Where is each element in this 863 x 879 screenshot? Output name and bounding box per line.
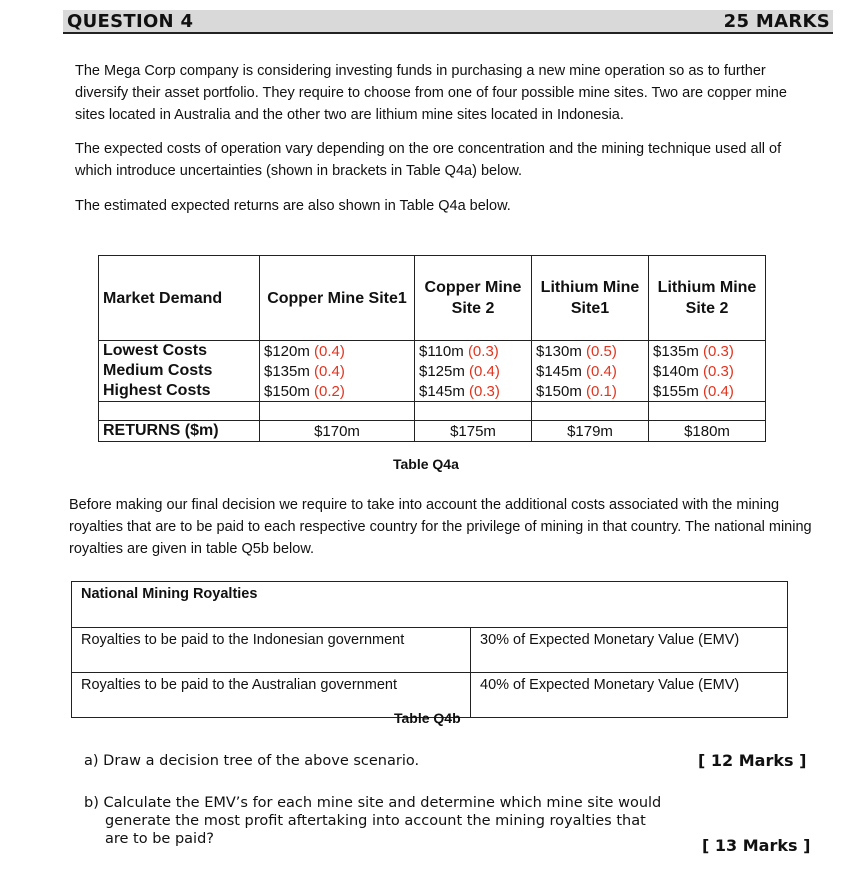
row-label: RETURNS ($m) <box>99 421 260 442</box>
table-row-returns <box>99 421 766 442</box>
return-cell: $170m <box>260 421 415 442</box>
cost-cell: $150m (0.1) <box>532 381 649 402</box>
question-b <box>84 794 704 848</box>
cost-cell: $145m (0.3) <box>415 381 532 402</box>
header-market-demand: Market Demand <box>99 256 260 341</box>
table-row-spacer <box>99 402 766 421</box>
table-q4a-header-row <box>99 256 766 341</box>
row-label: Highest Costs <box>99 381 260 402</box>
header-copper-site1: Copper Mine Site1 <box>260 256 415 341</box>
intro-paragraph-2: The expected costs of operation vary depending on the ore concentration and the mining technique used all of which introduce uncertainties (shown in brackets in Table Q4a) below. <box>75 141 782 179</box>
table-row-medium-costs <box>99 361 766 381</box>
royalty-label: Royalties to be paid to the Indonesian government <box>72 628 471 673</box>
table-row-lowest-costs <box>99 341 766 362</box>
question-b-line1: b) Calculate the EMV’s for each mine site and determine which mine site would <box>84 795 662 811</box>
table-q4b-title-row <box>72 582 788 628</box>
table-q4b <box>71 581 788 718</box>
header-lithium-site1: Lithium Mine Site1 <box>532 256 649 341</box>
table-row <box>72 628 788 673</box>
cost-cell: $110m (0.3) <box>415 341 532 362</box>
header-copper-site2: Copper Mine Site 2 <box>415 256 532 341</box>
question-a: a) Draw a decision tree of the above scenario. <box>84 753 420 769</box>
question-b-line2: generate the most profit aftertaking into account the mining royalties that <box>105 813 646 829</box>
return-cell: $175m <box>415 421 532 442</box>
return-cell: $179m <box>532 421 649 442</box>
table-q4b-caption: Table Q4b <box>394 710 461 726</box>
intro-paragraph-1: The Mega Corp company is considering investing funds in purchasing a new mine operation so as to further diversify their asset portfolio. They require to choose from one of four possible mine sites. Two are copper mine sites located in Australia and the other two are lithium mine sites located in Indonesia. <box>75 63 787 123</box>
royalty-value: 40% of Expected Monetary Value (EMV) <box>471 673 788 718</box>
cost-cell: $150m (0.2) <box>260 381 415 402</box>
table-q4b-title: National Mining Royalties <box>72 582 788 628</box>
cost-cell: $130m (0.5) <box>532 341 649 362</box>
royalties-paragraph: Before making our final decision we require to take into account the additional costs associated with the mining royalties that are to be paid to each respective country for the privilege of mining in that country. The national mining royalties are given in table Q5b below. <box>69 497 812 557</box>
cost-cell: $145m (0.4) <box>532 361 649 381</box>
royalty-value: 30% of Expected Monetary Value (EMV) <box>471 628 788 673</box>
table-row-highest-costs <box>99 381 766 402</box>
cost-cell: $120m (0.4) <box>260 341 415 362</box>
row-label: Medium Costs <box>99 361 260 381</box>
cost-cell: $135m (0.3) <box>649 341 766 362</box>
table-q4a-caption: Table Q4a <box>393 456 459 472</box>
table-q4a <box>98 255 766 442</box>
question-b-line3: are to be paid? <box>105 831 214 847</box>
question-b-marks: [ 13 Marks ] <box>702 836 811 855</box>
row-label: Lowest Costs <box>99 341 260 362</box>
return-cell: $180m <box>649 421 766 442</box>
royalty-label: Royalties to be paid to the Australian government <box>72 673 471 718</box>
cost-cell: $140m (0.3) <box>649 361 766 381</box>
cost-cell: $125m (0.4) <box>415 361 532 381</box>
intro-paragraph-3: The estimated expected returns are also shown in Table Q4a below. <box>75 198 511 214</box>
question-a-marks: [ 12 Marks ] <box>698 751 807 770</box>
cost-cell: $155m (0.4) <box>649 381 766 402</box>
question-header <box>63 10 833 34</box>
header-lithium-site2: Lithium Mine Site 2 <box>649 256 766 341</box>
question-number: QUESTION 4 <box>67 11 194 32</box>
total-marks: 25 MARKS <box>723 11 830 32</box>
cost-cell: $135m (0.4) <box>260 361 415 381</box>
